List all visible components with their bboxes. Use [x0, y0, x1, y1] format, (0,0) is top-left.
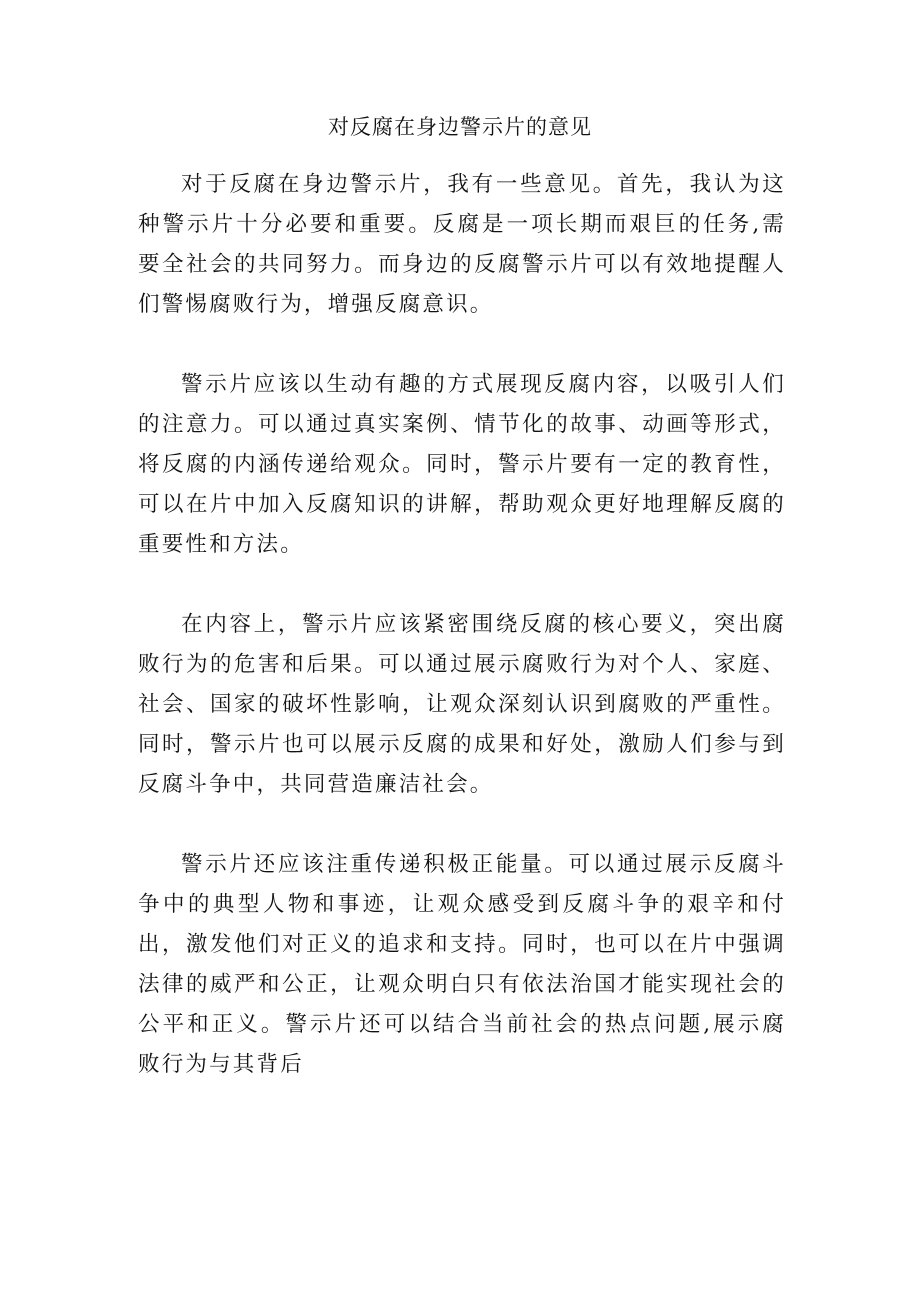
document-title: 对反腐在身边警示片的意见 — [328, 115, 592, 139]
document-body — [138, 165, 786, 1125]
paragraph-4: 警示片还应该注重传递积极正能量。可以通过展示反腐斗争中的典型人物和事迹，让观众感受到反腐斗争的艰辛和付出，激发他们对正义的追求和支持。同时，也可以在片中强调法律的威严和公正，让观众明白只有依法治国才能实现社会的公平和正义。警示片还可以结合当前社会的热点问题,展示腐败行为与其背后 — [138, 852, 786, 1077]
paragraph-1: 对于反腐在身边警示片，我有一些意见。首先，我认为这种警示片十分必要和重要。反腐是一项长期而艰巨的任务,需要全社会的共同努力。而身边的反腐警示片可以有效地提醒人们警惕腐败行为，增强反腐意识。 — [138, 172, 786, 317]
paragraph-3: 在内容上，警示片应该紧密围绕反腐的核心要义，突出腐败行为的危害和后果。可以通过展示腐败行为对个人、家庭、社会、国家的破坏性影响，让观众深刻认识到腐败的严重性。同时，警示片也可以展示反腐的成果和好处，激励人们参与到反腐斗争中，共同营造廉洁社会。 — [138, 612, 786, 797]
paragraph-2: 警示片应该以生动有趣的方式展现反腐内容，以吸引人们的注意力。可以通过真实案例、情节化的故事、动画等形式，将反腐的内涵传递给观众。同时，警示片要有一定的教育性，可以在片中加入反腐知识的讲解，帮助观众更好地理解反腐的重要性和方法。 — [138, 372, 786, 557]
